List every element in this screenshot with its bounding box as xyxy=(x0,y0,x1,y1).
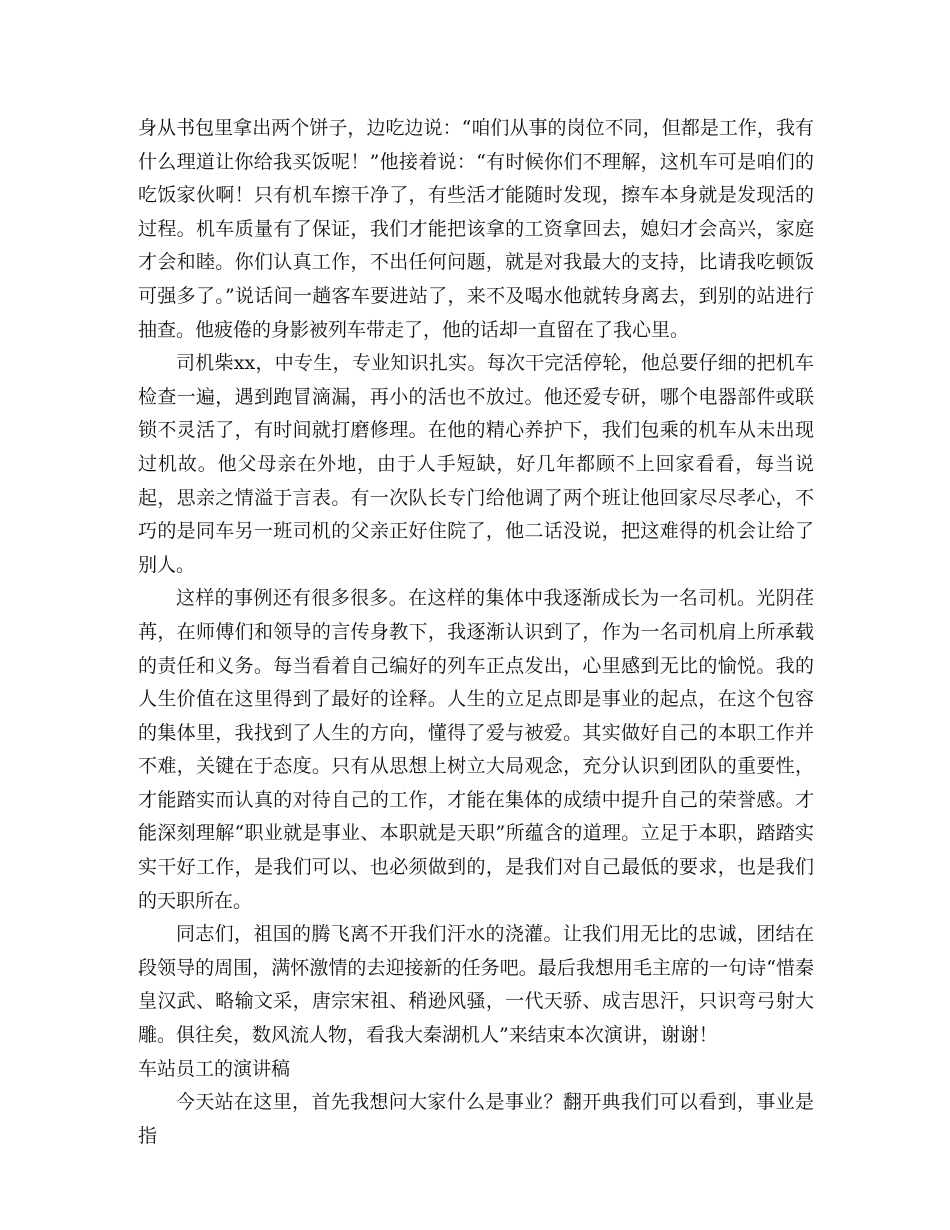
paragraph-driver-chai: 司机柴xx，中专生，专业知识扎实。每次干完活停轮，他总要仔细的把机车检查一遍，遇到跑冒滴漏，再小的活也不放过。他还爱专研，哪个电器部件或联锁不灵活了，有时间就打磨修理。在他的精心养护下，我们包乘的机车从未出现过机故。他父母亲在外地，由于人手短缺，好几年都顾不上回家看看，每当说起，思亲之情溢于言表。有一次队长专门给他调了两个班让他回家尽尽孝心，不巧的是同车另一班司机的父亲正好住院了，他二话没说，把这难得的机会让给了别人。 xyxy=(138,352,814,576)
paragraph-continuation: 身从书包里拿出两个饼子，边吃边说：“咱们从事的岗位不同，但都是工作，我有什么理道让你给我买饭呢！”他接着说：“有时候你们不理解，这机车可是咱们的吃饭家伙啊！只有机车擦干净了，有些活才能随时发现，擦车本身就是发现活的过程。机车质量有了保证，我们才能把该拿的工资拿回去，媳妇才会高兴，家庭才会和睦。你们认真工作，不出任何问题，就是对我最大的支持，比请我吃顿饭可强多了。”说话间一趟客车要进站了，来不及喝水他就转身离去，到别的站进行抽查。他疲倦的身影被列车带走了，他的话却一直留在了我心里。 xyxy=(138,117,814,341)
paragraph-closing: 同志们，祖国的腾飞离不开我们汗水的浇灌。让我们用无比的忠诚，团结在段领导的周围，满怀激情的去迎接新的任务吧。最后我想用毛主席的一句诗“惜秦皇汉武、略输文采，唐宗宋祖、稍逊风骚，一代天骄、成吉思汗，只识弯弓射大雕。俱往矣，数风流人物，看我大秦湖机人”来结束本次演讲，谢谢！ xyxy=(138,923,814,1047)
section-heading: 车站员工的演讲稿 xyxy=(138,1057,291,1080)
document-body xyxy=(138,112,814,1153)
paragraph-intro: 今天站在这里，首先我想问大家什么是事业？翻开典我们可以看到，事业是指 xyxy=(138,1091,814,1147)
paragraph-growth: 这样的事例还有很多很多。在这样的集体中我逐渐成长为一名司机。光阴荏苒，在师傅们和领导的言传身教下，我逐渐认识到了，作为一名司机肩上所承载的责任和义务。每当看着自己编好的列车正点发出，心里感到无比的愉悦。我的人生价值在这里得到了最好的诠释。人生的立足点即是事业的起点，在这个包容的集体里，我找到了人生的方向，懂得了爱与被爱。其实做好自己的本职工作并不难，关键在于态度。只有从思想上树立大局观念，充分认识到团队的重要性，才能踏实而认真的对待自己的工作，才能在集体的成绩中提升自己的荣誉感。才能深刻理解“职业就是事业、本职就是天职”所蕴含的道理。立足于本职，踏踏实实干好工作，是我们可以、也必须做到的，是我们对自己最低的要求，也是我们的天职所在。 xyxy=(138,587,814,912)
